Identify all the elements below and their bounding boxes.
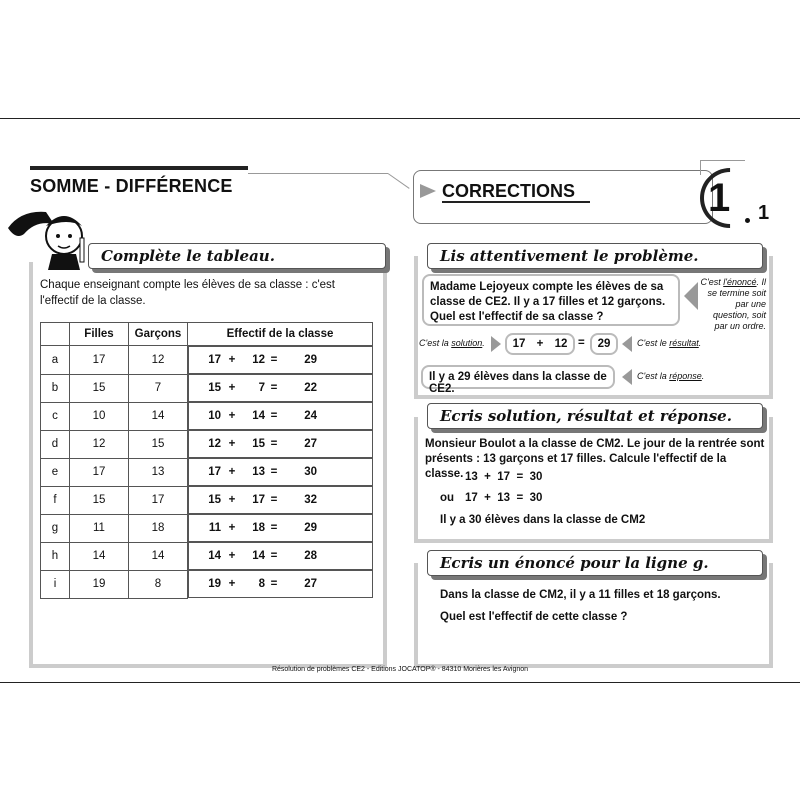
cell-effectif [188, 402, 373, 430]
row-letter: e [41, 458, 70, 486]
calc-b: 13 [252, 466, 265, 478]
cell-garcons: 14 [129, 402, 188, 430]
note-solution-post: . [482, 338, 485, 348]
complete-table-banner: Complète le tableau. [88, 243, 386, 269]
cell-garcons: 15 [129, 430, 188, 458]
note-enonce-pre: C'est [700, 277, 724, 287]
calc-total: 22 [304, 382, 317, 394]
calc-line-2: 17 + 13 = 30 [465, 492, 543, 504]
calc-total: 32 [304, 494, 317, 506]
sheet-subnumber: 1 [758, 202, 770, 224]
calc-a: 17 [208, 466, 221, 478]
class-size-table [40, 322, 373, 599]
row-letter: a [41, 346, 70, 375]
cell-effectif [188, 514, 373, 542]
note-enonce-post: . Il se termine soit par une question, soit par un ordre. [707, 277, 766, 331]
table-row [41, 542, 373, 570]
table-row [41, 570, 373, 598]
cell-garcons: 7 [129, 374, 188, 402]
arrow-right-icon [420, 184, 436, 198]
calc-op: + [228, 354, 236, 366]
note-solution-pre: C'est la [419, 338, 452, 348]
cm2-problem-text: Monsieur Boulot a la classe de CM2. Le jour de la rentrée sont présents : 13 garçons et 17 filles. Calcule l'effectif de la classe. [425, 438, 765, 480]
calc-eq: = [270, 550, 278, 562]
cell-garcons: 18 [129, 514, 188, 542]
calc-b: 18 [252, 522, 265, 534]
table-row [41, 402, 373, 430]
note-reponse-word: réponse [669, 371, 702, 381]
number-top-line [700, 160, 745, 161]
calc-total: 27 [304, 578, 317, 590]
write-statement-banner-text: Ecris un énoncé pour la ligne [440, 554, 693, 572]
header-effectif: Effectif de la classe [188, 323, 373, 346]
read-problem-banner: Lis attentivement le problème. [427, 243, 763, 269]
cell-effectif [188, 486, 373, 514]
cell-effectif [188, 374, 373, 402]
row-letter: h [41, 542, 70, 570]
calc-total: 28 [304, 550, 317, 562]
page-title: SOMME - DIFFÉRENCE [30, 176, 233, 196]
calc-total: 29 [304, 354, 317, 366]
calc-op: + [228, 466, 236, 478]
number-dot [745, 218, 750, 223]
calc-a: 12 [208, 438, 221, 450]
problem-statement-text: Madame Lejoyeux compte les élèves de sa classe de CE2. Il y a 17 filles et 12 garçons. Quel est l'effectif de sa classe ? [430, 281, 666, 323]
calc-eq: = [270, 578, 278, 590]
header-garcons: Garçons [129, 323, 188, 346]
note-reponse [637, 371, 704, 381]
calc-eq: = [270, 382, 278, 394]
number-side-line [700, 160, 701, 175]
note-solution [419, 338, 485, 348]
calc-a: 15 [208, 382, 221, 394]
statement-line-1: Dans la classe de CM2, il y a 11 filles et 18 garçons. [440, 589, 721, 601]
calc-a: 15 [208, 494, 221, 506]
cell-garcons: 13 [129, 458, 188, 486]
table-row [41, 374, 373, 402]
note-resultat [637, 338, 701, 348]
calc-op: + [228, 410, 236, 422]
calc-total: 27 [304, 438, 317, 450]
cell-filles: 17 [70, 458, 129, 486]
note-resultat-pre: C'est le [637, 338, 670, 348]
calc-equals: = [578, 337, 585, 349]
calc-eq: = [270, 466, 278, 478]
cell-garcons: 17 [129, 486, 188, 514]
calc-a: 10 [208, 410, 221, 422]
calc-result: 29 [597, 338, 611, 350]
cell-effectif [188, 430, 373, 458]
calc-b: 7 [258, 382, 265, 394]
pointer-right-icon [491, 336, 501, 352]
header-empty [41, 323, 70, 346]
calc-b: 17 [252, 494, 265, 506]
note-resultat-post: . [698, 338, 702, 348]
calc-op: + [228, 522, 236, 534]
sheet-number: 1 [708, 176, 731, 220]
note-reponse-post: . [701, 371, 705, 381]
cell-filles: 15 [70, 486, 129, 514]
cm2-answer-text: Il y a 30 élèves dans la classe de CM2 [440, 514, 646, 526]
row-letter: i [41, 570, 70, 598]
note-enonce [700, 277, 766, 332]
row-letter: f [41, 486, 70, 514]
teacher-mascot-image [6, 200, 96, 270]
calc-eq: = [270, 354, 278, 366]
calc-eq: = [270, 438, 278, 450]
pointer-left-icon-2 [622, 336, 632, 352]
table-row [41, 346, 373, 375]
calc-term-2: 12 [554, 338, 568, 350]
row-letter: c [41, 402, 70, 430]
note-reponse-pre: C'est la [637, 371, 670, 381]
calc-term-1: 17 [512, 338, 526, 350]
cell-filles: 12 [70, 430, 129, 458]
pointer-left-icon [684, 282, 698, 310]
calc-a: 11 [208, 522, 221, 534]
row-letter: g [41, 514, 70, 542]
cell-effectif [188, 542, 373, 570]
header-filles: Filles [70, 323, 129, 346]
write-statement-banner [427, 550, 763, 576]
calc-op: + [228, 578, 236, 590]
calc-a: 17 [208, 354, 221, 366]
calc-total: 24 [304, 410, 317, 422]
answer-bubble [421, 365, 615, 395]
solution-bubble [505, 333, 575, 355]
calc-a: 19 [208, 578, 221, 590]
footer-credits: Résolution de problèmes CE2 - Editions JOCATOP® - 84310 Morières les Avignon [271, 666, 529, 673]
calc-op: + [228, 494, 236, 506]
table-row [41, 458, 373, 486]
row-letter: d [41, 430, 70, 458]
cell-garcons: 14 [129, 542, 188, 570]
table-row [41, 430, 373, 458]
calc-eq: = [270, 494, 278, 506]
cell-effectif [188, 570, 373, 598]
calc-op: + [228, 550, 236, 562]
statement-line-2: Quel est l'effectif de cette classe ? [440, 611, 628, 623]
cell-effectif [188, 458, 373, 486]
cell-filles: 10 [70, 402, 129, 430]
ou-label: ou [440, 492, 455, 504]
table-row [41, 486, 373, 514]
cell-effectif [188, 346, 373, 374]
cell-garcons: 12 [129, 346, 188, 375]
calc-b: 12 [252, 354, 265, 366]
note-enonce-word: l'énoncé [723, 277, 757, 287]
calc-plus: + [536, 338, 544, 350]
cell-filles: 14 [70, 542, 129, 570]
calc-total: 29 [304, 522, 317, 534]
calc-eq: = [270, 522, 278, 534]
cell-filles: 11 [70, 514, 129, 542]
calc-op: + [228, 438, 236, 450]
write-statement-banner-letter: g. [692, 554, 709, 572]
note-solution-word: solution [451, 338, 483, 348]
answer-text: Il y a 29 élèves dans la classe de CE2. [429, 371, 607, 395]
table-header-row [41, 323, 373, 346]
calc-b: 14 [252, 410, 265, 422]
calc-b: 8 [258, 578, 265, 590]
calc-a: 14 [208, 550, 221, 562]
corrections-title: CORRECTIONS [442, 181, 576, 201]
result-bubble [590, 333, 618, 355]
title-bar [30, 166, 248, 170]
cell-filles: 17 [70, 346, 129, 375]
calc-b: 14 [252, 550, 265, 562]
row-letter: b [41, 374, 70, 402]
pointer-left-icon-3 [622, 369, 632, 385]
corrections-underline [442, 201, 590, 203]
cell-filles: 15 [70, 374, 129, 402]
note-resultat-word: résultat [669, 338, 699, 348]
cell-filles: 19 [70, 570, 129, 598]
calc-total: 30 [304, 466, 317, 478]
cell-garcons: 8 [129, 570, 188, 598]
intro-text: Chaque enseignant compte les élèves de sa classe : c'est l'effectif de la classe. [40, 279, 335, 307]
table-row [41, 514, 373, 542]
calc-b: 15 [252, 438, 265, 450]
calc-eq: = [270, 410, 278, 422]
connector-line [248, 173, 388, 174]
problem-statement-bubble [422, 274, 680, 326]
calc-line-1: 13 + 17 = 30 [465, 471, 543, 483]
calc-op: + [228, 382, 236, 394]
write-solution-banner: Ecris solution, résultat et réponse. [427, 403, 763, 429]
